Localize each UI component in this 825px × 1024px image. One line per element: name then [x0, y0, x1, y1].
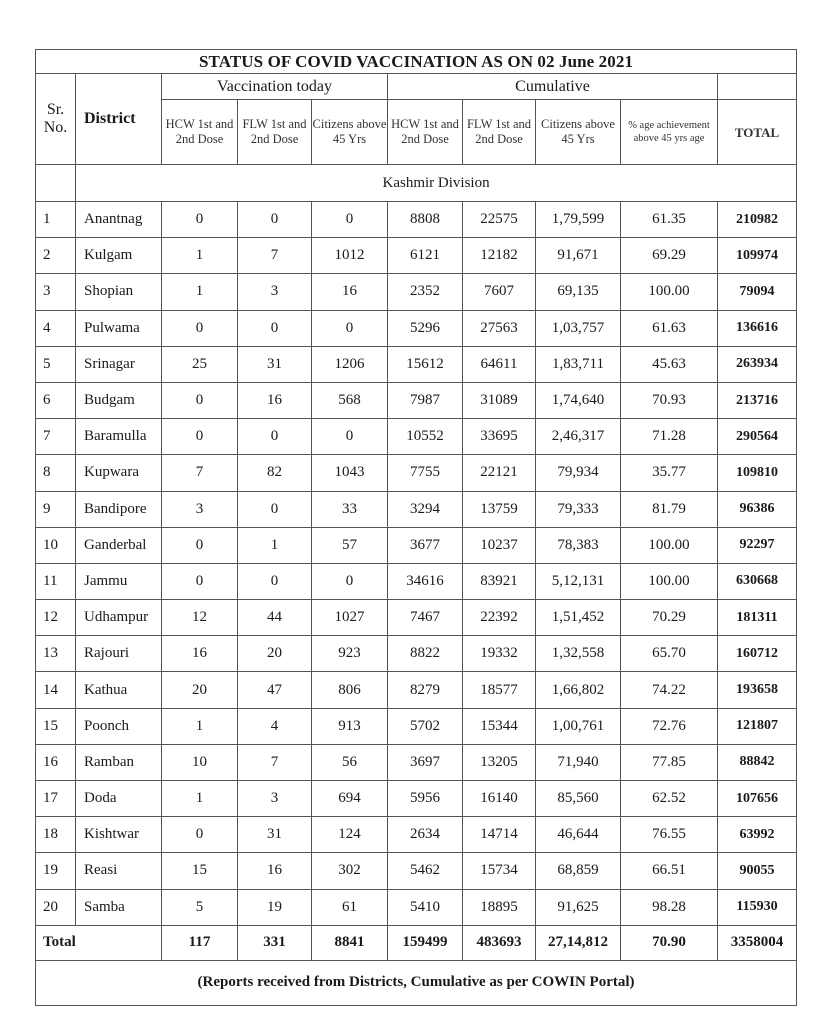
- cell-c-cit: 79,333: [536, 491, 621, 527]
- cell-c-cit: 85,560: [536, 781, 621, 817]
- cell-t-hcw: 1: [162, 708, 238, 744]
- table-row: [36, 491, 797, 527]
- cell-total: 79094: [718, 274, 797, 310]
- cell-total: 290564: [718, 419, 797, 455]
- cell-total: 193658: [718, 672, 797, 708]
- cell-t-hcw: 0: [162, 310, 238, 346]
- cell-c-hcw: 5296: [388, 310, 463, 346]
- cell-c-flw: 64611: [463, 346, 536, 382]
- cell-pct: 62.52: [621, 781, 718, 817]
- cell-pct: 66.51: [621, 853, 718, 889]
- cell-t-hcw: 5: [162, 889, 238, 925]
- table-row: [36, 781, 797, 817]
- cell-t-flw: 0: [238, 202, 312, 238]
- cell-sr: 17: [36, 781, 76, 817]
- cell-district: Pulwama: [76, 310, 162, 346]
- cell-district: Udhampur: [76, 600, 162, 636]
- cell-district: Doda: [76, 781, 162, 817]
- cell-t-hcw: 25: [162, 346, 238, 382]
- cell-t-flw: 1: [238, 527, 312, 563]
- cell-total: 96386: [718, 491, 797, 527]
- cell-t-hcw: 0: [162, 382, 238, 418]
- cell-district: Samba: [76, 889, 162, 925]
- cell-total: 210982: [718, 202, 797, 238]
- total-row: [36, 925, 797, 960]
- cell-t-flw: 82: [238, 455, 312, 491]
- total-label: Total: [36, 925, 162, 960]
- footer-note: (Reports received from Districts, Cumulative as per COWIN Portal): [36, 960, 797, 1005]
- cell-t-flw: 20: [238, 636, 312, 672]
- cell-c-flw: 16140: [463, 781, 536, 817]
- table-row: [36, 672, 797, 708]
- cell-district: Reasi: [76, 853, 162, 889]
- header-today-citizens: Citizens above 45 Yrs: [312, 100, 388, 165]
- cell-sr: 15: [36, 708, 76, 744]
- cell-c-cit: 78,383: [536, 527, 621, 563]
- cell-c-cit: 1,51,452: [536, 600, 621, 636]
- cell-c-hcw: 8279: [388, 672, 463, 708]
- cell-sr: 9: [36, 491, 76, 527]
- cell-pct: 70.29: [621, 600, 718, 636]
- cell-t-cit: 56: [312, 744, 388, 780]
- cell-pct: 74.22: [621, 672, 718, 708]
- cell-t-hcw: 15: [162, 853, 238, 889]
- cell-district: Bandipore: [76, 491, 162, 527]
- cell-sr: 5: [36, 346, 76, 382]
- cell-total: 630668: [718, 563, 797, 599]
- cell-pct: 61.35: [621, 202, 718, 238]
- cell-t-flw: 16: [238, 382, 312, 418]
- cell-sr: 20: [36, 889, 76, 925]
- total-cum-hcw: 159499: [388, 925, 463, 960]
- cell-c-flw: 15344: [463, 708, 536, 744]
- cell-t-cit: 913: [312, 708, 388, 744]
- cell-t-flw: 31: [238, 817, 312, 853]
- cell-c-cit: 1,03,757: [536, 310, 621, 346]
- table-row: [36, 346, 797, 382]
- cell-c-flw: 31089: [463, 382, 536, 418]
- cell-t-cit: 302: [312, 853, 388, 889]
- cell-t-cit: 16: [312, 274, 388, 310]
- cell-total: 109810: [718, 455, 797, 491]
- cell-t-flw: 16: [238, 853, 312, 889]
- total-grand: 3358004: [718, 925, 797, 960]
- cell-c-cit: 1,32,558: [536, 636, 621, 672]
- cell-total: 213716: [718, 382, 797, 418]
- cell-district: Budgam: [76, 382, 162, 418]
- table-row: [36, 889, 797, 925]
- total-today-hcw: 117: [162, 925, 238, 960]
- cell-sr: 12: [36, 600, 76, 636]
- cell-pct: 72.76: [621, 708, 718, 744]
- cell-c-cit: 71,940: [536, 744, 621, 780]
- table-row: [36, 202, 797, 238]
- cell-total: 263934: [718, 346, 797, 382]
- cell-sr: 11: [36, 563, 76, 599]
- cell-sr: 6: [36, 382, 76, 418]
- cell-t-hcw: 0: [162, 563, 238, 599]
- cell-c-flw: 22575: [463, 202, 536, 238]
- cell-district: Kathua: [76, 672, 162, 708]
- cell-pct: 65.70: [621, 636, 718, 672]
- cell-c-flw: 19332: [463, 636, 536, 672]
- cell-t-cit: 33: [312, 491, 388, 527]
- cell-sr: 19: [36, 853, 76, 889]
- cell-c-flw: 7607: [463, 274, 536, 310]
- cell-c-cit: 5,12,131: [536, 563, 621, 599]
- cell-district: Shopian: [76, 274, 162, 310]
- cell-c-flw: 13759: [463, 491, 536, 527]
- cell-t-hcw: 1: [162, 238, 238, 274]
- cell-total: 181311: [718, 600, 797, 636]
- table-row: [36, 455, 797, 491]
- cell-c-cit: 1,79,599: [536, 202, 621, 238]
- total-cum-citizens: 27,14,812: [536, 925, 621, 960]
- cell-t-hcw: 0: [162, 527, 238, 563]
- cell-t-flw: 3: [238, 781, 312, 817]
- cell-district: Baramulla: [76, 419, 162, 455]
- header-cum-pct: % age achievement above 45 yrs age: [621, 100, 718, 165]
- cell-c-cit: 68,859: [536, 853, 621, 889]
- cell-pct: 98.28: [621, 889, 718, 925]
- cell-total: 92297: [718, 527, 797, 563]
- cell-t-flw: 44: [238, 600, 312, 636]
- cell-c-cit: 1,00,761: [536, 708, 621, 744]
- cell-district: Poonch: [76, 708, 162, 744]
- cell-t-cit: 124: [312, 817, 388, 853]
- cell-t-cit: 568: [312, 382, 388, 418]
- cell-c-flw: 33695: [463, 419, 536, 455]
- table-row: [36, 527, 797, 563]
- cell-c-hcw: 7755: [388, 455, 463, 491]
- cell-c-flw: 12182: [463, 238, 536, 274]
- cell-t-cit: 1027: [312, 600, 388, 636]
- cell-district: Kishtwar: [76, 817, 162, 853]
- cell-pct: 35.77: [621, 455, 718, 491]
- cell-district: Jammu: [76, 563, 162, 599]
- cell-c-hcw: 5702: [388, 708, 463, 744]
- cell-sr: 1: [36, 202, 76, 238]
- cell-c-hcw: 3697: [388, 744, 463, 780]
- cell-c-cit: 1,66,802: [536, 672, 621, 708]
- table-row: [36, 853, 797, 889]
- cell-total: 115930: [718, 889, 797, 925]
- cell-c-flw: 83921: [463, 563, 536, 599]
- table-row: [36, 817, 797, 853]
- cell-t-cit: 0: [312, 202, 388, 238]
- cell-c-hcw: 3677: [388, 527, 463, 563]
- header-today-flw: FLW 1st and 2nd Dose: [238, 100, 312, 165]
- header-group-cumulative: Cumulative: [388, 74, 718, 100]
- cell-c-flw: 10237: [463, 527, 536, 563]
- cell-total: 136616: [718, 310, 797, 346]
- cell-t-flw: 19: [238, 889, 312, 925]
- cell-t-flw: 31: [238, 346, 312, 382]
- cell-t-cit: 694: [312, 781, 388, 817]
- table-row: [36, 310, 797, 346]
- table-row: [36, 708, 797, 744]
- cell-district: Ganderbal: [76, 527, 162, 563]
- total-today-flw: 331: [238, 925, 312, 960]
- cell-c-hcw: 2352: [388, 274, 463, 310]
- cell-c-hcw: 8822: [388, 636, 463, 672]
- cell-t-flw: 0: [238, 419, 312, 455]
- table-row: [36, 744, 797, 780]
- cell-total: 63992: [718, 817, 797, 853]
- cell-pct: 100.00: [621, 274, 718, 310]
- cell-sr: 8: [36, 455, 76, 491]
- cell-c-hcw: 7467: [388, 600, 463, 636]
- cell-c-cit: 2,46,317: [536, 419, 621, 455]
- cell-t-flw: 0: [238, 563, 312, 599]
- division-label: Kashmir Division: [76, 165, 797, 202]
- cell-total: 121807: [718, 708, 797, 744]
- cell-pct: 61.63: [621, 310, 718, 346]
- cell-pct: 70.93: [621, 382, 718, 418]
- table-row: [36, 419, 797, 455]
- cell-c-flw: 22392: [463, 600, 536, 636]
- cell-c-flw: 13205: [463, 744, 536, 780]
- table-row: [36, 238, 797, 274]
- cell-t-hcw: 1: [162, 781, 238, 817]
- table-row: [36, 600, 797, 636]
- cell-c-hcw: 8808: [388, 202, 463, 238]
- cell-sr: 18: [36, 817, 76, 853]
- cell-pct: 76.55: [621, 817, 718, 853]
- header-cum-citizens: Citizens above 45 Yrs: [536, 100, 621, 165]
- header-sr-no: Sr. No.: [36, 74, 76, 165]
- cell-c-hcw: 5956: [388, 781, 463, 817]
- vaccination-status-table: [35, 49, 797, 1006]
- cell-t-flw: 4: [238, 708, 312, 744]
- cell-pct: 100.00: [621, 563, 718, 599]
- cell-c-hcw: 34616: [388, 563, 463, 599]
- cell-c-hcw: 3294: [388, 491, 463, 527]
- table-title: STATUS OF COVID VACCINATION AS ON 02 June 2021: [36, 50, 797, 74]
- cell-c-cit: 1,74,640: [536, 382, 621, 418]
- cell-pct: 81.79: [621, 491, 718, 527]
- cell-c-cit: 91,625: [536, 889, 621, 925]
- cell-sr: 10: [36, 527, 76, 563]
- cell-sr: 7: [36, 419, 76, 455]
- table-row: [36, 274, 797, 310]
- cell-c-cit: 79,934: [536, 455, 621, 491]
- cell-sr: 2: [36, 238, 76, 274]
- cell-t-cit: 806: [312, 672, 388, 708]
- cell-t-flw: 3: [238, 274, 312, 310]
- cell-t-cit: 923: [312, 636, 388, 672]
- cell-t-cit: 57: [312, 527, 388, 563]
- cell-c-flw: 14714: [463, 817, 536, 853]
- header-cum-flw: FLW 1st and 2nd Dose: [463, 100, 536, 165]
- cell-pct: 69.29: [621, 238, 718, 274]
- cell-c-hcw: 2634: [388, 817, 463, 853]
- cell-total: 107656: [718, 781, 797, 817]
- total-pct: 70.90: [621, 925, 718, 960]
- footer-row: [36, 960, 797, 1005]
- cell-t-hcw: 3: [162, 491, 238, 527]
- cell-t-hcw: 10: [162, 744, 238, 780]
- cell-district: Anantnag: [76, 202, 162, 238]
- table-row: [36, 636, 797, 672]
- cell-c-hcw: 10552: [388, 419, 463, 455]
- cell-c-hcw: 6121: [388, 238, 463, 274]
- cell-district: Rajouri: [76, 636, 162, 672]
- cell-t-flw: 47: [238, 672, 312, 708]
- cell-t-hcw: 7: [162, 455, 238, 491]
- cell-t-hcw: 0: [162, 419, 238, 455]
- cell-t-hcw: 12: [162, 600, 238, 636]
- cell-c-flw: 18895: [463, 889, 536, 925]
- header-group-today: Vaccination today: [162, 74, 388, 100]
- table-row: [36, 563, 797, 599]
- cell-sr: 4: [36, 310, 76, 346]
- total-cum-flw: 483693: [463, 925, 536, 960]
- cell-c-hcw: 15612: [388, 346, 463, 382]
- cell-t-cit: 0: [312, 419, 388, 455]
- cell-total: 90055: [718, 853, 797, 889]
- cell-t-cit: 1206: [312, 346, 388, 382]
- table-row: [36, 382, 797, 418]
- cell-pct: 100.00: [621, 527, 718, 563]
- cell-sr: 13: [36, 636, 76, 672]
- cell-district: Srinagar: [76, 346, 162, 382]
- cell-t-flw: 7: [238, 744, 312, 780]
- cell-total: 88842: [718, 744, 797, 780]
- cell-c-hcw: 7987: [388, 382, 463, 418]
- cell-t-flw: 0: [238, 491, 312, 527]
- cell-sr: 3: [36, 274, 76, 310]
- cell-pct: 71.28: [621, 419, 718, 455]
- cell-t-hcw: 20: [162, 672, 238, 708]
- cell-c-flw: 15734: [463, 853, 536, 889]
- cell-district: Kupwara: [76, 455, 162, 491]
- cell-sr: 16: [36, 744, 76, 780]
- cell-total: 160712: [718, 636, 797, 672]
- cell-c-flw: 22121: [463, 455, 536, 491]
- cell-pct: 77.85: [621, 744, 718, 780]
- cell-district: Ramban: [76, 744, 162, 780]
- total-today-citizens: 8841: [312, 925, 388, 960]
- header-district: District: [76, 74, 162, 165]
- cell-t-cit: 1043: [312, 455, 388, 491]
- cell-c-hcw: 5410: [388, 889, 463, 925]
- division-blank: [36, 165, 76, 202]
- cell-t-cit: 61: [312, 889, 388, 925]
- cell-c-cit: 91,671: [536, 238, 621, 274]
- cell-total: 109974: [718, 238, 797, 274]
- header-cum-hcw: HCW 1st and 2nd Dose: [388, 100, 463, 165]
- cell-t-cit: 1012: [312, 238, 388, 274]
- cell-c-cit: 46,644: [536, 817, 621, 853]
- header-group-blank: [718, 74, 797, 100]
- cell-c-flw: 27563: [463, 310, 536, 346]
- cell-t-cit: 0: [312, 563, 388, 599]
- division-row: [36, 165, 797, 202]
- cell-c-cit: 69,135: [536, 274, 621, 310]
- cell-c-hcw: 5462: [388, 853, 463, 889]
- cell-t-flw: 0: [238, 310, 312, 346]
- cell-sr: 14: [36, 672, 76, 708]
- cell-c-cit: 1,83,711: [536, 346, 621, 382]
- cell-t-hcw: 16: [162, 636, 238, 672]
- cell-c-flw: 18577: [463, 672, 536, 708]
- header-total: TOTAL: [718, 100, 797, 165]
- header-today-hcw: HCW 1st and 2nd Dose: [162, 100, 238, 165]
- cell-t-flw: 7: [238, 238, 312, 274]
- cell-t-cit: 0: [312, 310, 388, 346]
- cell-t-hcw: 0: [162, 202, 238, 238]
- cell-t-hcw: 1: [162, 274, 238, 310]
- cell-t-hcw: 0: [162, 817, 238, 853]
- cell-district: Kulgam: [76, 238, 162, 274]
- cell-pct: 45.63: [621, 346, 718, 382]
